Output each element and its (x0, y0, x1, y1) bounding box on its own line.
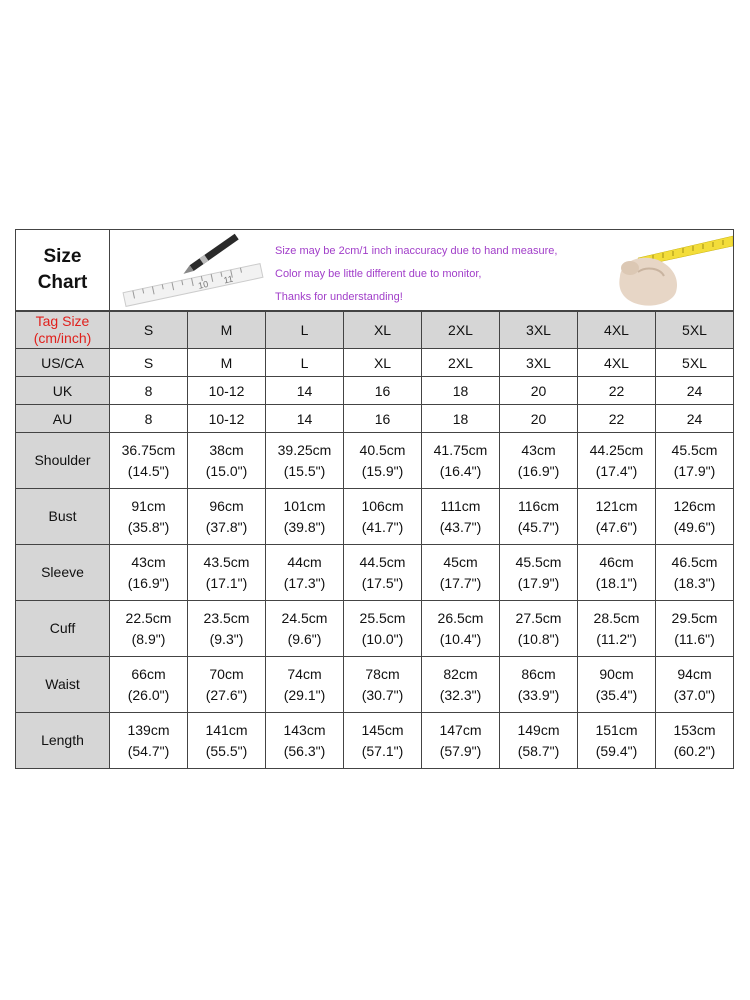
measurement-cell (500, 601, 578, 657)
measurement-inch: (49.6") (673, 518, 716, 535)
tag-size-label-line2: (cm/inch) (33, 330, 92, 346)
ruler-digit-11: 11 (222, 273, 234, 286)
measurement-cm: 45.5cm (671, 441, 718, 458)
measurement-cm: 126cm (673, 497, 716, 514)
measurement-cm: 43cm (131, 553, 166, 570)
measurement-inch: (9.3") (209, 630, 244, 647)
measurement-inch: (10.0") (361, 630, 404, 647)
chart-title-line1: Size (43, 246, 82, 267)
region-row (16, 405, 734, 433)
region-size-cell: 24 (656, 405, 734, 433)
measurement-inch: (16.9") (127, 574, 170, 591)
measurement-inch: (17.9") (517, 574, 560, 591)
measurement-row (16, 489, 734, 545)
measurement-cm: 25.5cm (359, 609, 406, 626)
measurement-cm: 101cm (283, 497, 326, 514)
measurement-cell (422, 657, 500, 713)
measurement-cm: 151cm (595, 721, 638, 738)
measurement-cm: 46.5cm (671, 553, 718, 570)
measurement-cm: 143cm (283, 721, 326, 738)
measurement-label: Cuff (16, 601, 110, 657)
measurement-cm: 45.5cm (515, 553, 562, 570)
measurement-inch: (30.7") (361, 686, 404, 703)
measurement-inch: (15.0") (205, 462, 248, 479)
measurement-cell (578, 713, 656, 769)
measurement-inch: (18.3") (673, 574, 716, 591)
measurement-cell (266, 433, 344, 489)
tag-size-cell: 5XL (656, 312, 734, 349)
measurement-inch: (29.1") (283, 686, 326, 703)
tag-size-cell: XL (344, 312, 422, 349)
measurement-inch: (47.6") (595, 518, 638, 535)
measurement-cm: 46cm (599, 553, 634, 570)
measurement-cell (344, 545, 422, 601)
measurement-cell (266, 601, 344, 657)
region-size-cell: 18 (422, 377, 500, 405)
measurement-inch: (9.6") (287, 630, 322, 647)
measurement-cell (188, 433, 266, 489)
measurement-inch: (14.5") (127, 462, 170, 479)
measurement-cell (656, 489, 734, 545)
region-size-cell: 22 (578, 377, 656, 405)
measurement-row (16, 433, 734, 489)
notice-line-3: Thanks for understanding! (275, 291, 403, 303)
region-size-cell: 18 (422, 405, 500, 433)
region-size-cell: 14 (266, 377, 344, 405)
measurement-cm: 66cm (131, 665, 166, 682)
measurement-cell (110, 489, 188, 545)
measurement-inch: (16.9") (517, 462, 560, 479)
measurement-cm: 24.5cm (281, 609, 328, 626)
measurement-cm: 90cm (599, 665, 634, 682)
size-chart (15, 229, 734, 769)
measurement-cell (266, 657, 344, 713)
measurement-inch: (56.3") (283, 742, 326, 759)
notice-banner (110, 230, 733, 310)
measurement-cell (500, 433, 578, 489)
tag-size-label-line1: Tag Size (35, 313, 90, 329)
measurement-cm: 96cm (209, 497, 244, 514)
region-size-cell: S (110, 349, 188, 377)
measurement-cm: 36.75cm (121, 441, 176, 458)
region-row (16, 349, 734, 377)
measurement-inch: (57.1") (361, 742, 404, 759)
measurement-cm: 44cm (287, 553, 322, 570)
measurement-cm: 39.25cm (277, 441, 332, 458)
measurement-label: Sleeve (16, 545, 110, 601)
measurement-inch: (17.5") (361, 574, 404, 591)
measurement-inch: (10.4") (439, 630, 482, 647)
measurement-cell (656, 713, 734, 769)
region-size-cell: 14 (266, 405, 344, 433)
measurement-cell (344, 489, 422, 545)
measurement-cell (344, 601, 422, 657)
measurement-cell (422, 601, 500, 657)
measurement-cm: 94cm (677, 665, 712, 682)
measurement-cm: 147cm (439, 721, 482, 738)
measurement-cell (500, 489, 578, 545)
measurement-inch: (54.7") (127, 742, 170, 759)
measurement-cell (656, 601, 734, 657)
measurement-cell (500, 713, 578, 769)
measurement-cell (578, 433, 656, 489)
measurement-cell (344, 657, 422, 713)
region-size-cell: 2XL (422, 349, 500, 377)
measurement-cell (188, 601, 266, 657)
region-size-cell: 16 (344, 377, 422, 405)
chart-title (16, 230, 110, 310)
measurement-cell (656, 433, 734, 489)
measurement-cm: 45cm (443, 553, 478, 570)
measurement-cm: 43.5cm (203, 553, 250, 570)
measurement-inch: (43.7") (439, 518, 482, 535)
measurement-inch: (17.3") (283, 574, 326, 591)
measurement-cm: 141cm (205, 721, 248, 738)
region-size-cell: 8 (110, 377, 188, 405)
measurement-cell (188, 657, 266, 713)
measurement-cell (110, 433, 188, 489)
measurement-row (16, 657, 734, 713)
measurement-cm: 44.5cm (359, 553, 406, 570)
measurement-cm: 28.5cm (593, 609, 640, 626)
measurement-inch: (11.2") (596, 630, 637, 647)
measurement-inch: (17.1") (205, 574, 248, 591)
measurement-inch: (59.4") (595, 742, 638, 759)
measurement-cm: 29.5cm (671, 609, 718, 626)
measurement-cell (266, 713, 344, 769)
measurement-inch: (26.0") (127, 686, 170, 703)
region-size-cell: M (188, 349, 266, 377)
measurement-cm: 153cm (673, 721, 716, 738)
tag-size-cell: 3XL (500, 312, 578, 349)
tag-size-cell: 2XL (422, 312, 500, 349)
measurement-row (16, 713, 734, 769)
measurement-cell (344, 713, 422, 769)
region-size-cell: 10-12 (188, 377, 266, 405)
region-size-cell: 4XL (578, 349, 656, 377)
measurement-cm: 26.5cm (437, 609, 484, 626)
measurement-inch: (17.7") (439, 574, 482, 591)
notice-text (275, 240, 557, 309)
measurement-inch: (16.4") (439, 462, 482, 479)
region-label: AU (16, 405, 110, 433)
tag-size-cell: 4XL (578, 312, 656, 349)
measurement-cm: 145cm (361, 721, 404, 738)
pen-and-ruler-icon (118, 230, 268, 310)
measurement-cm: 41.75cm (433, 441, 488, 458)
measurement-cell (188, 545, 266, 601)
measurement-cell (266, 545, 344, 601)
size-table (15, 311, 734, 769)
region-size-cell: 20 (500, 405, 578, 433)
tag-size-label (16, 312, 110, 349)
measurement-cm: 27.5cm (515, 609, 562, 626)
measurement-cm: 82cm (443, 665, 478, 682)
region-size-cell: 5XL (656, 349, 734, 377)
measurement-inch: (32.3") (439, 686, 482, 703)
notice-line-2: Color may be little different due to monitor, (275, 268, 482, 280)
measurement-cm: 78cm (365, 665, 400, 682)
measurement-inch: (15.5") (283, 462, 326, 479)
measurement-cell (344, 433, 422, 489)
measurement-inch: (15.9") (361, 462, 404, 479)
tag-size-cell: L (266, 312, 344, 349)
region-size-cell: 20 (500, 377, 578, 405)
measurement-cm: 43cm (521, 441, 556, 458)
chart-title-line2: Chart (37, 272, 88, 293)
measurement-cm: 70cm (209, 665, 244, 682)
measurement-inch: (60.2") (673, 742, 716, 759)
measurement-cell (578, 545, 656, 601)
region-row (16, 377, 734, 405)
region-label: US/CA (16, 349, 110, 377)
measurement-inch: (18.1") (595, 574, 638, 591)
tag-size-row (16, 312, 734, 349)
region-size-cell: 10-12 (188, 405, 266, 433)
measurement-cm: 22.5cm (125, 609, 172, 626)
measurement-cm: 116cm (518, 497, 559, 514)
measurement-inch: (58.7") (517, 742, 560, 759)
measurement-cell (500, 657, 578, 713)
measurement-cell (578, 601, 656, 657)
measurement-inch: (45.7") (517, 518, 560, 535)
measurement-cm: 149cm (517, 721, 560, 738)
measurement-cm: 44.25cm (589, 441, 644, 458)
measurement-cell (110, 601, 188, 657)
measurement-inch: (55.5") (205, 742, 248, 759)
measurement-cell (578, 657, 656, 713)
measurement-cell (422, 545, 500, 601)
measurement-cm: 106cm (361, 497, 404, 514)
region-size-cell: XL (344, 349, 422, 377)
measurement-label: Shoulder (16, 433, 110, 489)
measurement-row (16, 545, 734, 601)
region-size-cell: 24 (656, 377, 734, 405)
measurement-inch: (41.7") (361, 518, 404, 535)
measurement-cell (578, 489, 656, 545)
measurement-inch: (39.8") (283, 518, 326, 535)
measurement-cell (188, 489, 266, 545)
hand-measuring-tape-icon (608, 230, 733, 310)
measurement-cell (422, 433, 500, 489)
measurement-inch: (37.8") (205, 518, 248, 535)
region-size-cell: 3XL (500, 349, 578, 377)
ruler-digit-10: 10 (197, 278, 210, 291)
measurement-cell (422, 713, 500, 769)
measurement-label: Bust (16, 489, 110, 545)
measurement-cm: 111cm (440, 497, 481, 514)
region-label: UK (16, 377, 110, 405)
measurement-cm: 86cm (521, 665, 556, 682)
region-size-cell: 8 (110, 405, 188, 433)
measurement-row (16, 601, 734, 657)
measurement-cell (500, 545, 578, 601)
measurement-inch: (57.9") (439, 742, 482, 759)
measurement-cell (110, 545, 188, 601)
measurement-cm: 74cm (287, 665, 322, 682)
measurement-inch: (11.6") (674, 630, 715, 647)
measurement-label: Length (16, 713, 110, 769)
measurement-inch: (10.8") (517, 630, 560, 647)
tag-size-cell: M (188, 312, 266, 349)
measurement-inch: (33.9") (517, 686, 560, 703)
measurement-inch: (17.4") (595, 462, 638, 479)
measurement-inch: (35.8") (127, 518, 170, 535)
measurement-cm: 40.5cm (359, 441, 406, 458)
region-size-cell: L (266, 349, 344, 377)
measurement-cm: 121cm (595, 497, 638, 514)
tag-size-cell: S (110, 312, 188, 349)
measurement-cell (656, 545, 734, 601)
measurement-cm: 23.5cm (203, 609, 250, 626)
measurement-cell (656, 657, 734, 713)
measurement-inch: (8.9") (131, 630, 166, 647)
measurement-label: Waist (16, 657, 110, 713)
measurement-cell (422, 489, 500, 545)
measurement-inch: (27.6") (205, 686, 248, 703)
measurement-cell (188, 713, 266, 769)
measurement-cell (110, 657, 188, 713)
region-size-cell: 22 (578, 405, 656, 433)
measurement-cm: 139cm (127, 721, 170, 738)
measurement-cell (110, 713, 188, 769)
measurement-inch: (35.4") (595, 686, 638, 703)
measurement-cell (266, 489, 344, 545)
measurement-inch: (17.9") (673, 462, 716, 479)
region-size-cell: 16 (344, 405, 422, 433)
measurement-cm: 91cm (131, 497, 166, 514)
measurement-inch: (37.0") (673, 686, 716, 703)
chart-header-block (15, 229, 734, 311)
measurement-cm: 38cm (209, 441, 244, 458)
notice-line-1: Size may be 2cm/1 inch inaccuracy due to hand measure, (275, 245, 558, 257)
